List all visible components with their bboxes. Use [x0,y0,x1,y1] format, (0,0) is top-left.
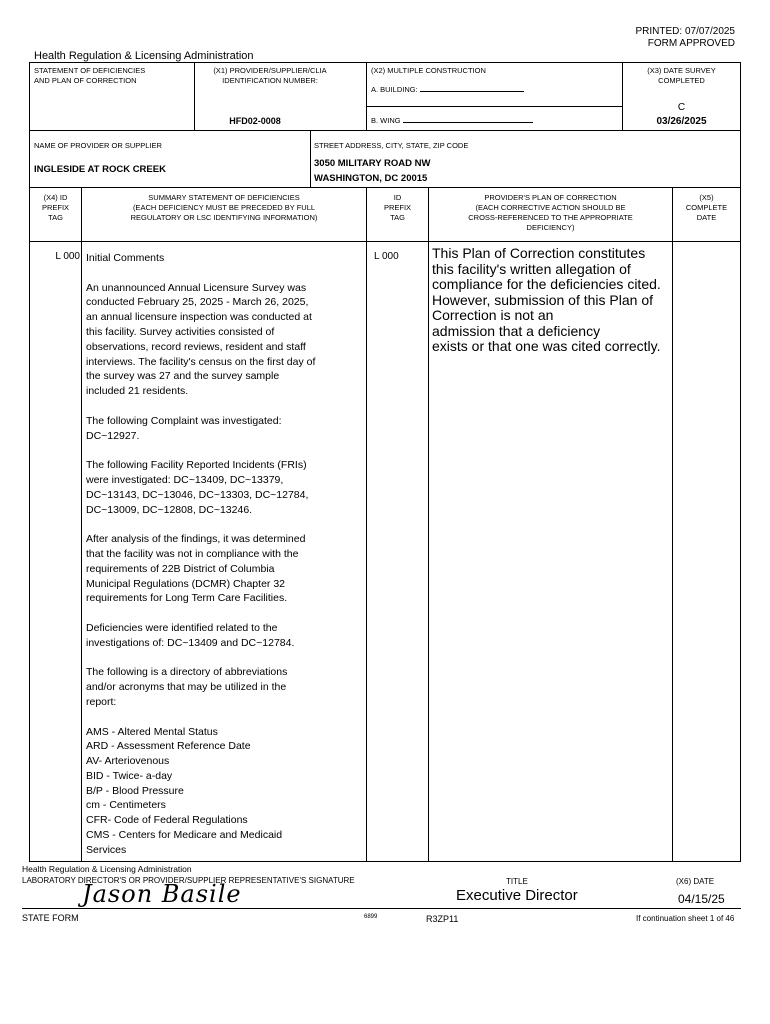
continuation: If continuation sheet 1 of 46 [636,914,735,923]
address-label: STREET ADDRESS, CITY, STATE, ZIP CODE [314,141,469,150]
deficiency-paragraph: The following Facility Reported Incidents (FRIs) were investigated: DC~13409, DC~13379, DC~13143, DC~13046, DC~13303, DC~12784, DC~13009, DC~12808, DC~13246. [86,459,309,516]
provider-label: NAME OF PROVIDER OR SUPPLIER [34,141,162,150]
x1-id-number: HFD02-0008 [229,116,281,126]
deficiency-paragraph: The following Complaint was investigated: DC~12927. [86,414,282,442]
header-printed-block [636,26,736,50]
tag-right: L 000 [374,251,399,262]
x3-date: 03/26/2025 [656,116,707,127]
deficiency-paragraph: An unannounced Annual Licensure Survey was conducted February 25, 2025 - March 26, 2025, an annual licensure inspection was conducted at this facility. Survey activities consisted of observations, record reviews, resident and staff interviews. The facility's census on the first day of the survey was 27 and the survey sample included 21 residents. [86,281,316,398]
footer-agency: Health Regulation & Licensing Administration [22,864,192,874]
form-approved: FORM APPROVED [647,38,735,49]
form-code: 6899 [364,914,378,920]
summary-header: SUMMARY STATEMENT OF DEFICIENCIES (EACH DEFICIENCY MUST BE PRECEDED BY FULL REGULATORY OR LSC IDENTIFYING INFORMATION) [130,193,318,222]
x5-header: (X5) COMPLETE DATE [685,193,728,222]
plan-of-correction: This Plan of Correction constitutes this facility's written allegation of compliance for the deficiencies cited. However, submission of this Plan of Correction is not an admission that a deficiency exists or that one was cited correctly. [432,245,661,354]
deficiency-paragraph: After analysis of the findings, it was determined that the facility was not in compliance with the requirements of 22B District of Columbia Municipal Regulations (DCMR) Chapter 32 requirements for Long Term Care Facilities. [86,533,306,605]
printed-date: PRINTED: 07/07/2025 [635,26,735,37]
signature-label: LABORATORY DIRECTOR'S OR PROVIDER/SUPPLIER REPRESENTATIVE'S SIGNATURE [22,876,355,885]
signature: Jason Basile [82,880,242,908]
tag-left: L 000 [55,251,80,262]
x3-label: (X3) DATE SURVEY COMPLETED [647,66,716,85]
x2-label: (X2) MULTIPLE CONSTRUCTION [371,66,486,75]
x4-header: (X4) ID PREFIX TAG [41,193,70,222]
x2-wing: B. WING [371,115,533,126]
deficiency-paragraph: AMS - Altered Mental Status ARD - Assessment Reference Date AV- Arteriovenous BID - Twice- a-day B/P - Blood Pressure cm - Centimeters CFR- Code of Federal Regulations CMS - Centers for Medicare and Medicaid Services [86,725,283,856]
x3-code: C [677,102,686,113]
title-label: TITLE [506,877,528,886]
plan-header: PROVIDER'S PLAN OF CORRECTION (EACH CORRECTIVE ACTION SHOULD BE CROSS-REFERENCED TO THE APPROPRIATE DEFICIENCY) [468,193,633,232]
title-value: Executive Director [456,887,578,904]
statement-label: STATEMENT OF DEFICIENCIES AND PLAN OF CORRECTION [34,66,146,85]
x1-label: (X1) PROVIDER/SUPPLIER/CLIA IDENTIFICATION NUMBER: [213,66,327,85]
deficiency-paragraph: Deficiencies were identified related to the investigations of: DC~13409 and DC~12784. [86,621,295,649]
event-id: R3ZP11 [426,914,459,924]
x6-label: (X6) DATE [676,877,715,886]
deficiency-text [86,251,364,872]
address: 3050 MILITARY ROAD NW WASHINGTON, DC 20015 [314,158,431,184]
id-header: ID PREFIX TAG [383,193,412,222]
deficiency-paragraph: The following is a directory of abbreviations and/or acronyms that may be utilized in the report: [86,666,288,708]
deficiency-paragraph: Initial Comments [86,252,165,264]
provider-name: INGLESIDE AT ROCK CREEK [34,164,166,175]
x2-building: A. BUILDING: [371,84,524,95]
x6-date: 04/15/25 [678,892,725,906]
agency-title: Health Regulation & Licensing Administration [34,50,254,62]
state-form: STATE FORM [22,913,79,923]
